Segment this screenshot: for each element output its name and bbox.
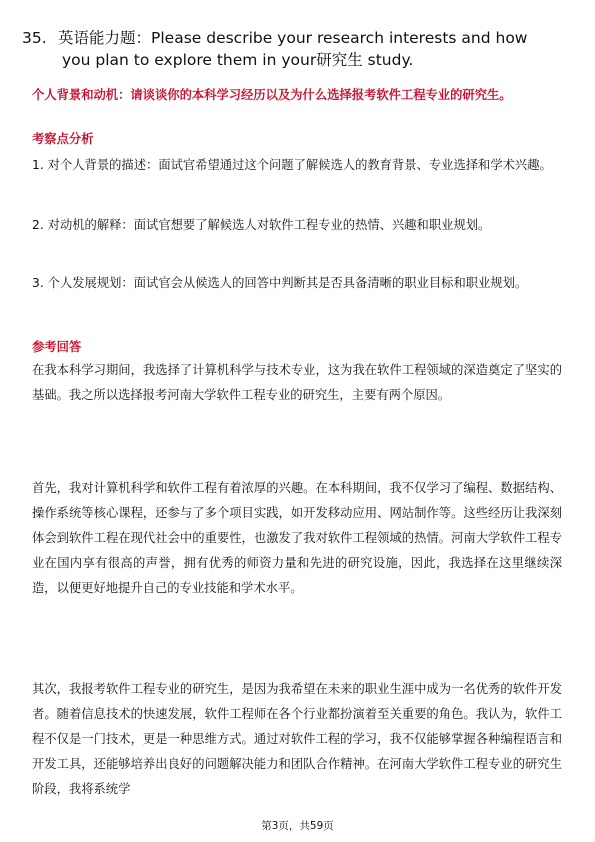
- question-title: [22, 27, 562, 71]
- question-title-line1: 英语能力题：Please describe your research interests and how: [58, 29, 528, 47]
- answer-paragraph: 在我本科学习期间，我选择了计算机科学与技术专业，这为我在软件工程领域的深造奠定了坚实的基础。我之所以选择报考河南大学软件工程专业的研究生，主要有两个原因。: [32, 363, 562, 402]
- interview-prompt: 个人背景和动机：请谈谈你的本科学习经历以及为什么选择报考软件工程专业的研究生。: [32, 88, 512, 102]
- analysis-item: 2. 对动机的解释：面试官想要了解候选人对软件工程专业的热情、兴趣和职业规划。: [32, 218, 491, 232]
- analysis-item: 3. 个人发展规划：面试官会从候选人的回答中判断其是否具备清晰的职业目标和职业规划。: [32, 276, 528, 290]
- question-title-line2: you plan to explore them in your研究生 study.: [62, 51, 414, 69]
- question-number: 35.: [22, 29, 47, 47]
- analysis-heading: 考察点分析: [32, 132, 94, 146]
- answer-heading: 参考回答: [32, 340, 82, 354]
- answer-paragraph: 首先，我对计算机科学和软件工程有着浓厚的兴趣。在本科期间，我不仅学习了编程、数据结构、操作系统等核心课程，还参与了多个项目实践，如开发移动应用、网站制作等。这些经历让我深刻体会到软件工程在现代社会中的重要性，也激发了我对软件工程领域的热情。河南大学软件工程专业在国内享有很高的声誉，拥有优秀的师资力量和先进的研究设施，因此，我选择在这里继续深造，以便更好地提升自己的专业技能和学术水平。: [32, 481, 562, 595]
- page-footer: 第3页，共59页: [261, 820, 334, 832]
- analysis-item: 1. 对个人背景的描述：面试官希望通过这个问题了解候选人的教育背景、专业选择和学术兴趣。: [32, 158, 552, 172]
- answer-paragraph: 其次，我报考软件工程专业的研究生，是因为我希望在未来的职业生涯中成为一名优秀的软件开发者。随着信息技术的快速发展，软件工程师在各个行业都扮演着至关重要的角色。我认为，软件工程不仅是一门技术，更是一种思维方式。通过对软件工程的学习，我不仅能够掌握各种编程语言和开发工具，还能够培养出良好的问题解决能力和团队合作精神。在河南大学软件工程专业的研究生阶段，我将系统学: [32, 682, 562, 796]
